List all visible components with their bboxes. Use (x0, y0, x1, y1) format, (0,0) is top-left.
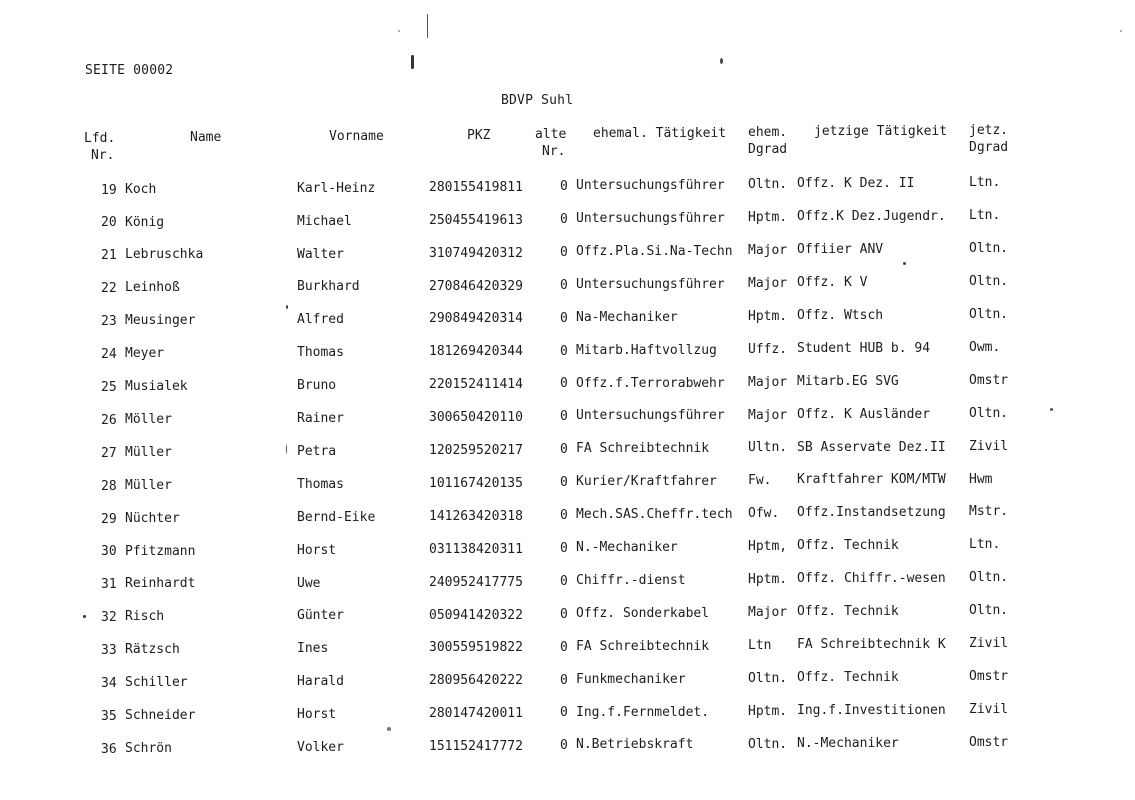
row-ehem-dgrad: Fw. (748, 473, 772, 489)
column-header-vorname: Vorname (329, 129, 384, 144)
table-row (0, 208, 1135, 232)
row-pkz: 151152417772 (429, 739, 523, 755)
row-pkz: 300559519822 (429, 640, 523, 656)
row-name: Leinhoß (125, 280, 180, 296)
row-number: 32 (101, 610, 117, 626)
row-ehem-dgrad: Major (748, 374, 788, 390)
row-number: 21 (101, 248, 117, 264)
row-vorname: Ines (297, 641, 329, 657)
row-alte-nr: 0 (560, 508, 568, 523)
table-row (0, 339, 1135, 364)
row-vorname: Harald (297, 674, 344, 690)
row-jetzige-taetigkeit: Offz. K V (797, 275, 868, 290)
column-header-ehemal-taetigkeit: ehemal. Tätigkeit (593, 126, 727, 141)
row-alte-nr: 0 (560, 244, 568, 260)
row-pkz: 280956420222 (429, 673, 523, 689)
row-ehemal-taetigkeit: Untersuchungsführer (576, 211, 725, 226)
scan-artifact-line (427, 14, 428, 38)
row-number: 20 (101, 215, 117, 231)
row-pkz: 290849420314 (429, 311, 523, 327)
column-header-alte-nr (535, 126, 566, 160)
column-header-line: alte (535, 127, 567, 142)
row-vorname: Alfred (297, 312, 344, 328)
row-alte-nr: 0 (560, 277, 568, 293)
row-jetz-dgrad: Zivil (969, 438, 1009, 454)
row-ehemal-taetigkeit: Na-Mechaniker (576, 309, 678, 325)
row-pkz: 050941420322 (429, 607, 523, 623)
row-vorname: Rainer (297, 411, 344, 427)
row-name: Musialek (125, 379, 188, 395)
row-vorname: Petra (297, 443, 337, 459)
row-alte-nr: 0 (560, 211, 568, 227)
row-number: 30 (101, 544, 117, 560)
row-number: 36 (101, 741, 117, 757)
table-row (0, 438, 1135, 462)
row-name: Möller (125, 411, 172, 427)
column-header-line: Dgrad (969, 140, 1009, 155)
row-alte-nr: 0 (560, 738, 568, 754)
row-ehem-dgrad: Hptm. (748, 572, 788, 587)
row-jetzige-taetigkeit: N.-Mechaniker (797, 735, 899, 751)
row-ehem-dgrad: Uffz. (748, 341, 788, 357)
row-jetzige-taetigkeit: Offz. K Ausländer (797, 406, 931, 422)
row-jetzige-taetigkeit: Student HUB b. 94 (797, 340, 931, 356)
table-row (0, 274, 1135, 298)
row-name: Meusinger (125, 313, 196, 329)
column-header-lfd-nr (84, 130, 115, 164)
row-jetzige-taetigkeit: Kraftfahrer KOM/MTW (797, 472, 946, 488)
row-number: 34 (101, 676, 117, 692)
row-vorname: Burkhard (297, 279, 360, 295)
row-number: 25 (101, 379, 117, 395)
row-alte-nr: 0 (560, 705, 568, 721)
row-alte-nr: 0 (560, 475, 568, 491)
row-ehem-dgrad: Hptm. (748, 703, 788, 719)
scan-artifact-speck (720, 58, 723, 64)
row-name: Lebruschka (125, 247, 204, 263)
row-name: Müller (125, 444, 172, 460)
row-number: 22 (101, 281, 117, 297)
row-vorname: Uwe (297, 575, 321, 591)
row-alte-nr: 0 (560, 606, 568, 622)
row-alte-nr: 0 (560, 376, 568, 392)
row-jetz-dgrad: Ltn. (969, 208, 1001, 224)
row-ehem-dgrad: Ltn (748, 637, 772, 653)
row-ehem-dgrad: Hptm. (748, 308, 788, 324)
row-name: Schrön (125, 740, 172, 756)
row-pkz: 250455419613 (429, 212, 523, 228)
row-ehem-dgrad: Major (748, 275, 788, 291)
row-jetz-dgrad: Omstr (969, 372, 1009, 388)
row-alte-nr: 0 (560, 310, 568, 326)
row-ehemal-taetigkeit: Ing.f.Fernmeldet. (576, 704, 710, 720)
scan-artifact-speck (387, 727, 391, 731)
row-jetz-dgrad: Oltn. (969, 405, 1009, 421)
row-ehemal-taetigkeit: N.-Mechaniker (576, 540, 678, 555)
row-jetzige-taetigkeit: Ing.f.Investitionen (797, 702, 946, 718)
row-number: 35 (101, 708, 117, 724)
row-pkz: 280155419811 (429, 179, 523, 195)
row-pkz: 120259520217 (429, 443, 523, 459)
column-header-line: ehem. (748, 125, 788, 140)
table-row (0, 241, 1135, 265)
row-name: Koch (125, 181, 157, 197)
column-header-line: jetz. (969, 123, 1009, 138)
row-jetzige-taetigkeit: Offz. Technik (797, 604, 899, 619)
table-row (0, 537, 1135, 561)
row-ehem-dgrad: Oltn. (748, 670, 788, 686)
row-name: Schneider (125, 708, 196, 724)
row-alte-nr: 0 (560, 672, 568, 688)
row-ehemal-taetigkeit: N.Betriebskraft (576, 737, 694, 753)
table-row (0, 668, 1135, 693)
row-jetz-dgrad: Owm. (969, 339, 1001, 355)
row-name: Schiller (125, 675, 188, 691)
column-header-jetzige-taetigkeit: jetzige Tätigkeit (814, 124, 948, 139)
row-jetzige-taetigkeit: Offz.K Dez.Jugendr. (797, 209, 946, 225)
column-header-line: Nr. (542, 144, 566, 159)
row-ehem-dgrad: Major (748, 604, 788, 620)
row-ehemal-taetigkeit: Funkmechaniker (576, 671, 686, 687)
row-alte-nr: 0 (560, 573, 568, 589)
row-jetzige-taetigkeit: Offz. Technik (797, 538, 899, 554)
row-name: Pfitzmann (125, 543, 196, 559)
row-jetz-dgrad: Omstr (969, 668, 1009, 684)
row-vorname: Thomas (297, 476, 344, 492)
row-pkz: 220152411414 (429, 377, 523, 393)
row-name: Meyer (125, 346, 165, 362)
row-jetzige-taetigkeit: Mitarb.EG SVG (797, 373, 899, 389)
row-pkz: 181269420344 (429, 344, 523, 360)
row-number: 27 (101, 445, 117, 461)
row-number: 29 (101, 511, 117, 527)
page-number-label: SEITE 00002 (85, 63, 174, 78)
row-jetz-dgrad: Ltn. (969, 175, 1001, 191)
column-header-line: Dgrad (748, 142, 788, 157)
office-title: BDVP Suhl (501, 93, 574, 108)
row-ehemal-taetigkeit: Offz. Sonderkabel (576, 605, 710, 621)
row-jetz-dgrad: Oltn. (969, 570, 1009, 586)
row-ehemal-taetigkeit: Untersuchungsführer (576, 178, 725, 194)
row-jetzige-taetigkeit: SB Asservate Dez.II (797, 439, 946, 455)
row-jetzige-taetigkeit: Offz. Wtsch (797, 307, 884, 323)
row-jetzige-taetigkeit: Offiier ANV (797, 242, 884, 258)
row-jetz-dgrad: Ltn. (969, 537, 1001, 553)
row-vorname: Volker (297, 740, 344, 756)
row-pkz: 141263420318 (429, 508, 523, 524)
row-ehemal-taetigkeit: Mech.SAS.Cheffr.tech (576, 507, 733, 523)
row-ehemal-taetigkeit: Offz.f.Terrorabwehr (576, 375, 725, 391)
table-row (0, 734, 1135, 758)
row-number: 33 (101, 643, 117, 659)
row-ehemal-taetigkeit: FA Schreibtechnik (576, 638, 710, 654)
row-jetzige-taetigkeit: Offz. Technik (797, 669, 899, 685)
row-pkz: 280147420011 (429, 706, 523, 722)
row-jetzige-taetigkeit: Offz. K Dez. II (797, 176, 915, 192)
row-pkz: 270846420329 (429, 278, 523, 294)
row-ehemal-taetigkeit: Offz.Pla.Si.Na-Techn (576, 243, 733, 259)
table-row (0, 504, 1135, 528)
row-vorname: Karl-Heinz (297, 180, 376, 196)
row-vorname: Bruno (297, 378, 337, 394)
row-alte-nr: 0 (560, 639, 568, 655)
row-ehem-dgrad: Major (748, 407, 788, 423)
row-number: 23 (101, 314, 117, 330)
row-jetz-dgrad: Oltn. (969, 241, 1009, 257)
table-row (0, 701, 1135, 725)
row-number: 19 (101, 182, 117, 198)
row-ehem-dgrad: Oltn. (748, 736, 788, 752)
row-vorname: Bernd-Eike (297, 509, 376, 525)
row-jetzige-taetigkeit: Offz.Instandsetzung (797, 505, 946, 521)
row-vorname: Thomas (297, 345, 344, 361)
column-header-ehem-dgrad (748, 124, 787, 158)
row-jetz-dgrad: Omstr (969, 734, 1009, 750)
table-row (0, 307, 1135, 331)
row-alte-nr: 0 (560, 442, 568, 458)
row-jetzige-taetigkeit: Offz. Chiffr.-wesen (797, 571, 946, 587)
row-ehemal-taetigkeit: FA Schreibtechnik (576, 441, 710, 457)
row-pkz: 101167420135 (429, 475, 523, 491)
table-row (0, 636, 1135, 660)
row-alte-nr: 0 (560, 540, 568, 556)
row-jetz-dgrad: Hwm (969, 471, 993, 487)
row-jetz-dgrad: Zivil (969, 636, 1009, 651)
column-header-name: Name (190, 130, 222, 145)
table-row (0, 570, 1135, 594)
row-ehem-dgrad: Ofw. (748, 506, 780, 522)
scan-artifact-speck (286, 305, 288, 309)
table-row (0, 405, 1135, 429)
row-number: 28 (101, 478, 117, 494)
row-alte-nr: 0 (560, 343, 568, 359)
row-ehemal-taetigkeit: Untersuchungsführer (576, 276, 725, 292)
row-jetzige-taetigkeit: FA Schreibtechnik K (797, 636, 946, 652)
row-ehem-dgrad: Hptm, (748, 539, 788, 555)
row-ehemal-taetigkeit: Mitarb.Haftvollzug (576, 342, 717, 358)
row-jetz-dgrad: Mstr. (969, 504, 1009, 520)
row-vorname: Michael (297, 213, 352, 229)
row-alte-nr: 0 (560, 409, 568, 425)
row-name: Müller (125, 477, 172, 493)
table-row (0, 471, 1135, 495)
row-vorname: Horst (297, 707, 337, 723)
table-row (0, 372, 1135, 396)
column-header-line: Lfd. (84, 131, 116, 146)
row-pkz: 031138420311 (429, 541, 523, 557)
scan-artifact-speck (398, 30, 400, 32)
column-header-line: Nr. (91, 148, 115, 163)
row-jetz-dgrad: Oltn. (969, 307, 1009, 322)
table-row (0, 603, 1135, 627)
row-jetz-dgrad: Zivil (969, 701, 1009, 717)
row-number: 31 (101, 577, 117, 593)
row-ehemal-taetigkeit: Chiffr.-dienst (576, 572, 686, 588)
row-number: 24 (101, 347, 117, 363)
column-header-pkz: PKZ (467, 128, 491, 143)
scan-artifact-speck (411, 55, 414, 69)
row-vorname: Günter (297, 608, 344, 624)
row-ehemal-taetigkeit: Kurier/Kraftfahrer (576, 474, 717, 490)
row-pkz: 310749420312 (429, 245, 523, 261)
row-vorname: Horst (297, 542, 337, 558)
row-number: 26 (101, 412, 117, 428)
column-header-jetz-dgrad (969, 122, 1008, 156)
row-name: Rätzsch (125, 642, 180, 658)
row-name: Risch (125, 609, 165, 625)
row-name: Nüchter (125, 510, 180, 526)
row-jetz-dgrad: Oltn. (969, 603, 1009, 619)
row-vorname: Walter (297, 246, 344, 262)
scan-artifact-speck (1120, 30, 1122, 32)
row-ehem-dgrad: Hptm. (748, 210, 788, 226)
row-alte-nr: 0 (560, 179, 568, 194)
row-ehemal-taetigkeit: Untersuchungsführer (576, 408, 725, 424)
row-ehem-dgrad: Ultn. (748, 440, 788, 456)
row-ehem-dgrad: Oltn. (748, 177, 788, 193)
row-name: Reinhardt (125, 576, 196, 592)
table-row (0, 175, 1135, 199)
row-pkz: 240952417775 (429, 574, 523, 590)
row-jetz-dgrad: Oltn. (969, 274, 1009, 290)
row-ehem-dgrad: Major (748, 243, 788, 258)
row-pkz: 300650420110 (429, 410, 523, 426)
row-name: König (125, 214, 165, 230)
